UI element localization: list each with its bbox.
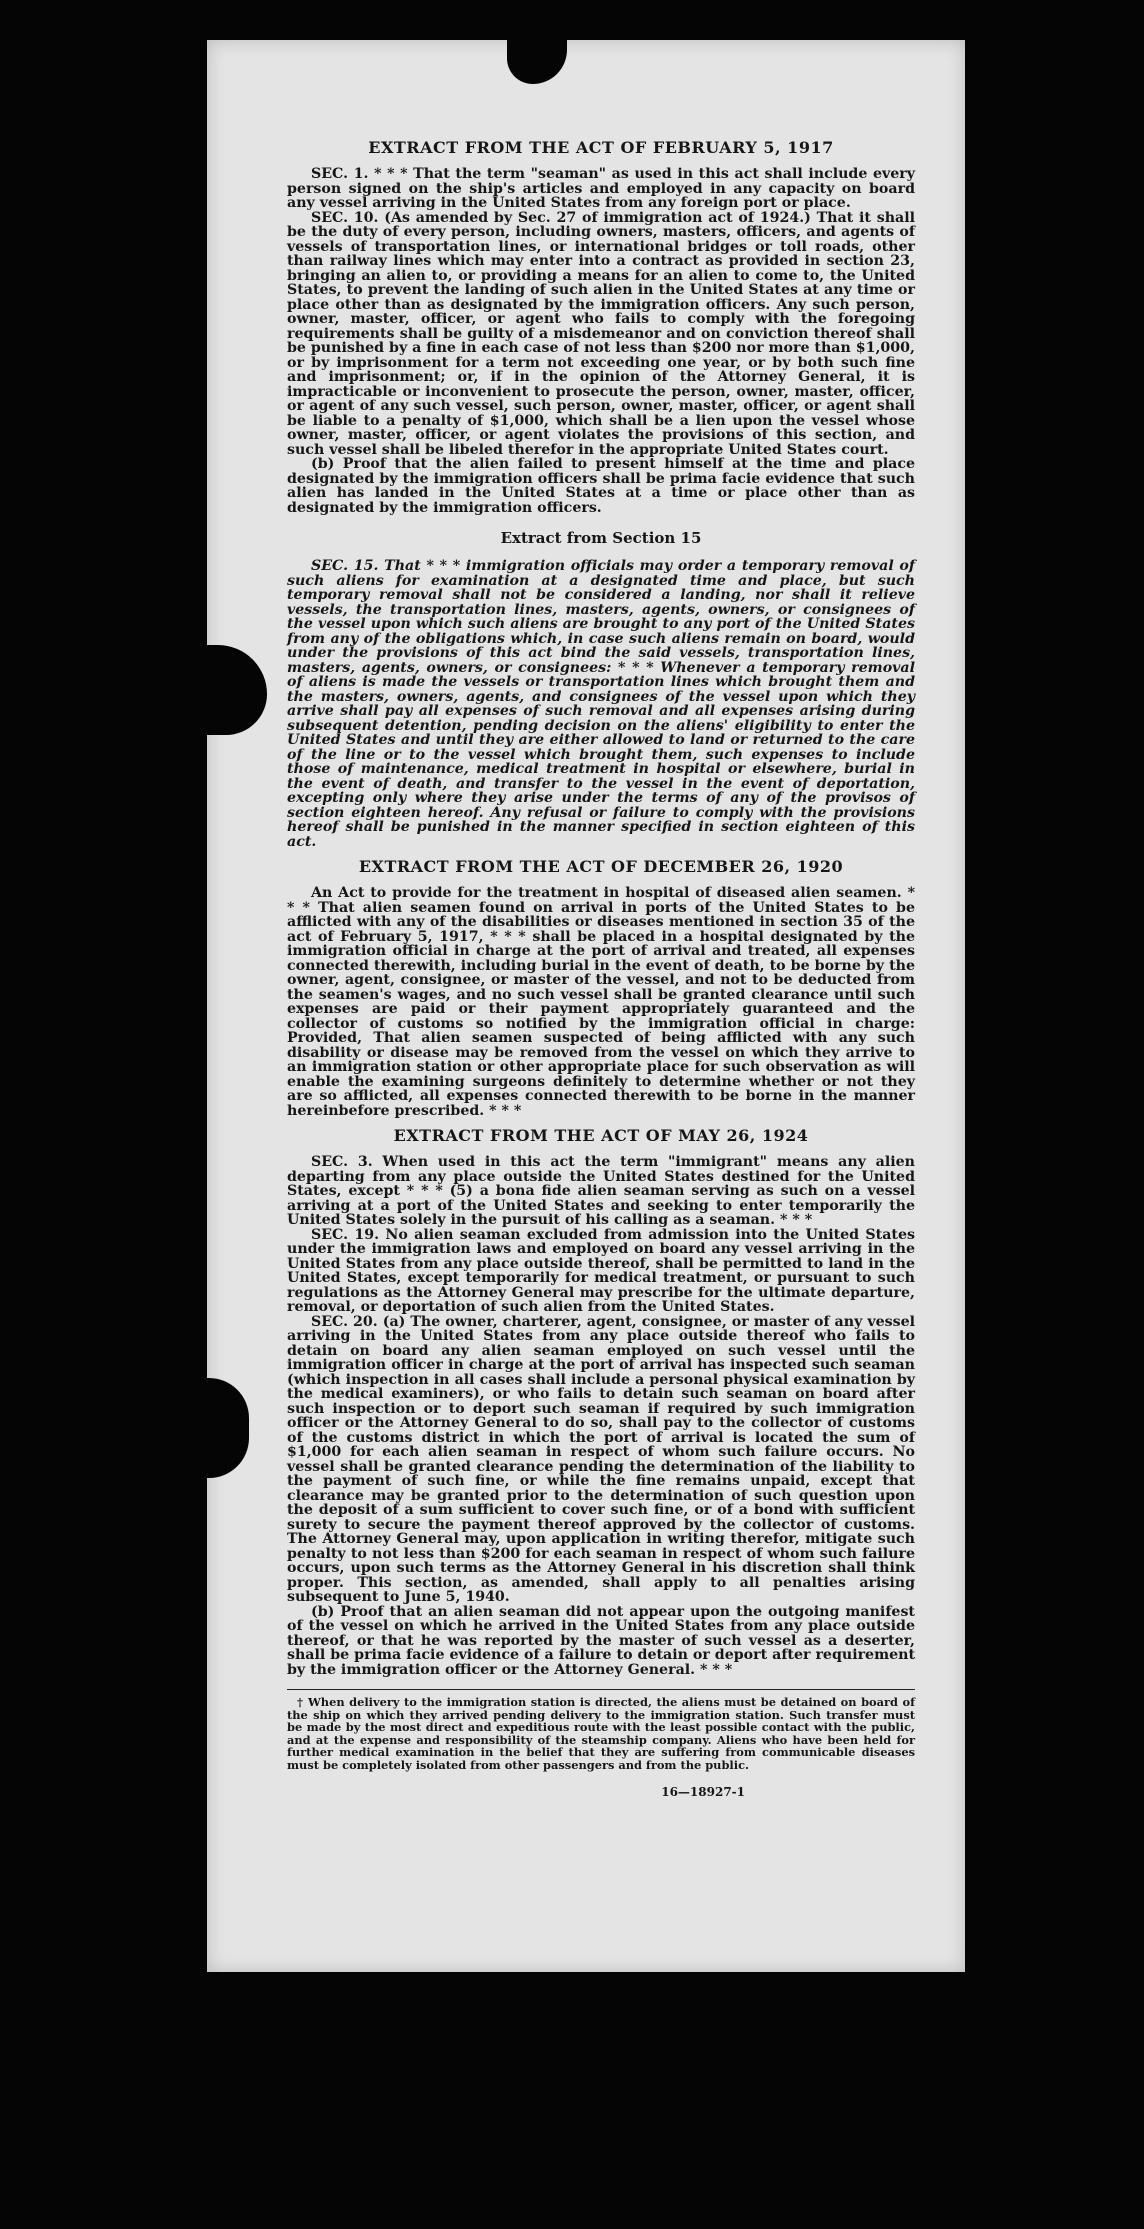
paragraph-1917-b: (b) Proof that the alien failed to present himself at the time and place designated by the immigration officers shall be prima facie evidence that such alien has landed in the United States at a time or place other than as designated by the immigration officers. bbox=[287, 456, 915, 516]
paragraph-1924-sec-19: SEC. 19. No alien seaman excluded from admission into the United States under the immigration laws and employed on board any vessel arriving in the United States from any place outside thereof, shall be permitted to land in the United States, except temporarily for medical treatment, or pursuant to such regulations as the Attorney General may prescribe for the ultimate departure, removal, or deportation of such alien from the United States. bbox=[287, 1226, 915, 1315]
punch-hole-left-upper bbox=[207, 645, 267, 735]
paragraph-1924-b: (b) Proof that an alien seaman did not appear upon the outgoing manifest of the vessel on which he arrived in the United States from any place outside thereof, or that he was reported by the master of such vessel as a deserter, shall be prima facie evidence of a failure to detain or deport after requirement by the immigration officer or the Attorney General. * * * bbox=[287, 1603, 915, 1678]
paragraph-1917-sec-10: SEC. 10. (As amended by Sec. 27 of immigration act of 1924.) That it shall be the duty of every person, including owners, masters, officers, and agents of vessels of transportation lines, or international bridges or toll roads, other than railway lines which may enter into a contract as provided in section 23, bringing an alien to, or providing a means for an alien to come to, the United States, to prevent the landing of such alien in the United States at any time or place other than as designated by the immigration officers. Any such person, owner, master, officer, or agent who fails to comply with the foregoing requirements shall be guilty of a misdemeanor and on conviction thereof shall be punished by a fine in each case of not less than $200 nor more than $1,000, or by imprisonment for a term not exceeding one year, or by both such fine and imprisonment; or, if in the opinion of the Attorney General, it is impracticable or inconvenient to prosecute the person, owner, master, officer, or agent of any such vessel, such person, owner, master, officer, or agent shall be liable to a penalty of $1,000, which shall be a lien upon the vessel whose owner, master, officer, or agent violates the provisions of this section, and such vessel shall be libeled therefor in the appropriate United States court. bbox=[287, 209, 915, 458]
heading-act-1920: EXTRACT FROM THE ACT OF DECEMBER 26, 1920 bbox=[358, 857, 844, 876]
paragraph-1917-sec-1: SEC. 1. * * * That the term "seaman" as used in this act shall include every person signed on the ship's articles and employed in any capacity on board any vessel arriving in the United States from any foreign port or place. bbox=[287, 166, 915, 211]
heading-section-15: Extract from Section 15 bbox=[500, 529, 702, 547]
footnote-text: † When delivery to the immigration station is directed, the aliens must be detained on board of the ship on which they arrived pending delivery to the immigration station. Such transfer must be made by the most direct and expeditious route with the least possible contact with the public, and at the expense and responsibility of the steamship company. Aliens who have been held for further medical examination in the belief that they are suffering from communicable diseases must be completely isolated from other passengers and from the public. bbox=[287, 1695, 915, 1772]
heading-act-1917: EXTRACT FROM THE ACT OF FEBRUARY 5, 1917 bbox=[368, 138, 834, 157]
punch-hole-left-lower bbox=[207, 1378, 249, 1478]
paragraph-sec-15: SEC. 15. That * * * immigration officials may order a temporary removal of such aliens for examination at a designated time and place, but such temporary removal shall not be considered a landing, nor shall it relieve vessels, the transportation lines, masters, agents, owners, or consignees of the vessel upon which such aliens are brought to any port of the United States from any of the obligations which, in case such aliens remain on board, would under the provisions of this act bind the said vessels, transportation lines, masters, agents, owners, or consignees: * * * Whenever a temporary removal of aliens is made the vessels or transportation lines which brought them and the masters, owners, agents, and consignees of the vessel upon which they arrive shall pay all expenses of such removal and all expenses arising during subsequent detention, pending decision on the aliens' eligibility to enter the United States and until they are either allowed to land or returned to the care of the line or to the vessel which brought them, such expenses to include those of maintenance, medical treatment in hospital or elsewhere, burial in the event of death, and transfer to the vessel in the event of deportation, excepting only where they arise under the terms of any of the provisos of section eighteen hereof. Any refusal or failure to comply with the provisions hereof shall be punished in the manner specified in section eighteen of this act. bbox=[287, 558, 915, 850]
paragraph-1920: An Act to provide for the treatment in hospital of diseased alien seamen. * * * That alien seamen found on arrival in ports of the United States to be afflicted with any of the disabilities or diseases mentioned in section 35 of the act of February 5, 1917, * * * shall be placed in a hospital designated by the immigration official in charge at the port of arrival and treated, all expenses connected therewith, including burial in the event of death, to be borne by the owner, agent, consignee, or master of the vessel, and not to be deducted from the seamen's wages, and no such vessel shall be granted clearance until such expenses are paid or their payment appropriately guaranteed and the collector of customs so notified by the immigration official in charge: Provided, That alien seamen suspected of being afflicted with any such disability or disease may be removed from the vessel on which they arrive to an immigration station or other appropriate place for such observation as will enable the examining surgeons definitely to determine whether or not they are so afflicted, all expenses connected therewith to be borne in the manner hereinbefore prescribed. * * * bbox=[287, 885, 915, 1119]
paragraph-1924-sec-3: SEC. 3. When used in this act the term "immigrant" means any alien departing from any place outside the United States destined for the United States, except * * * (5) a bona fide alien seaman serving as such on a vessel arriving at a port of the United States and seeking to enter temporarily the United States solely in the pursuit of his calling as a seaman. * * * bbox=[287, 1154, 915, 1228]
form-number: 16—18927-1 bbox=[661, 1785, 745, 1799]
document-page bbox=[207, 40, 965, 1972]
torn-edge-top bbox=[507, 40, 567, 84]
footnote bbox=[287, 1689, 915, 1771]
paragraph-1924-sec-20: SEC. 20. (a) The owner, charterer, agent, consignee, or master of any vessel arriving in the United States from any place outside thereof who fails to detain on board any alien seaman employed on such vessel until the immigration officer in charge at the port of arrival has inspected such seaman (which inspection in all cases shall include a personal physical examination by the medical examiners), or who fails to detain such seaman on board after such inspection or to deport such seaman if required by such immigration officer or the Attorney General to do so, shall pay to the collector of customs of the customs district in which the port of arrival is located the sum of $1,000 for each alien seaman in respect of whom such failure occurs. No vessel shall be granted clearance pending the determination of the liability to the payment of such fine, or while the fine remains unpaid, except that clearance may be granted prior to the determination of such question upon the deposit of a sum sufficient to cover such fine, or of a bond with sufficient surety to secure the payment thereof approved by the collector of customs. The Attorney General may, upon application in writing therefor, mitigate such penalty to not less than $200 for each seaman in respect of whom such failure occurs, upon such terms as the Attorney General in his discretion shall think proper. This section, as amended, shall apply to all penalties arising subsequent to June 5, 1940. bbox=[287, 1313, 915, 1605]
heading-act-1924: EXTRACT FROM THE ACT OF MAY 26, 1924 bbox=[393, 1126, 809, 1145]
